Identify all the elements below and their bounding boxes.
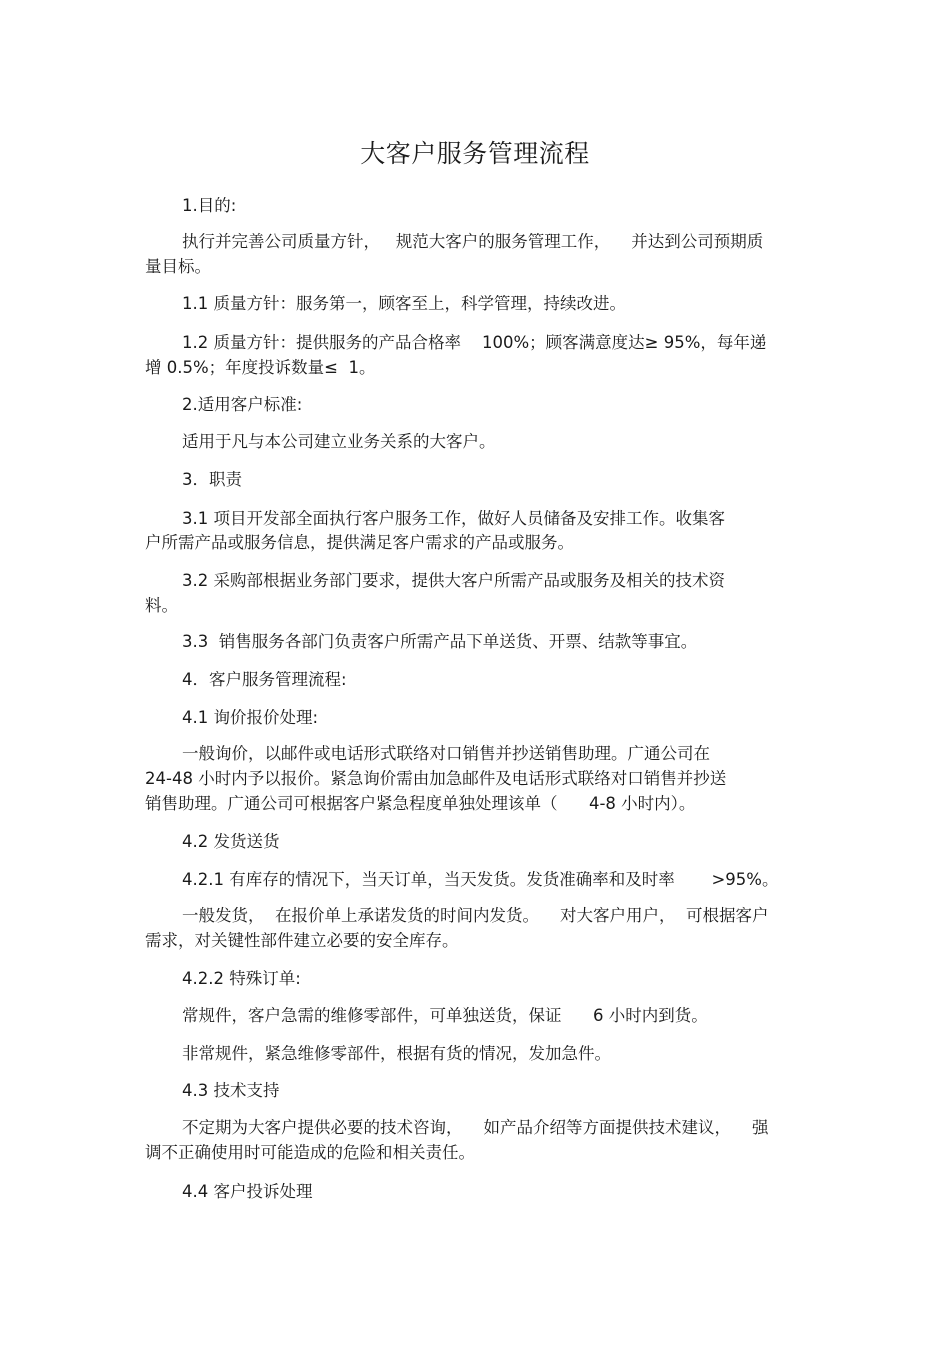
paragraph-line: 执行并完善公司质量方针， 规范大客户的服务管理工作， 并达到公司预期质 (182, 232, 764, 251)
section-heading-process: 4．客户服务管理流程: (182, 670, 347, 689)
paragraph-line: 适用于凡与本公司建立业务关系的大客户。 (182, 432, 496, 451)
paragraph-line: 3.2 采购部根据业务部门要求，提供大客户所需产品或服务及相关的技术资 (182, 571, 725, 590)
paragraph-line: 需求，对关键性部件建立必要的安全库存。 (145, 931, 459, 950)
paragraph-line: 24-48 小时内予以报价。紧急询价需由加急邮件及电话形式联络对口销售并抄送 (145, 769, 727, 788)
subsection-heading: 4.3 技术支持 (182, 1081, 280, 1100)
section-heading-duties: 3．职责 (182, 470, 242, 489)
paragraph-line: 1.1 质量方针：服务第一，顾客至上，科学管理，持续改进。 (182, 294, 626, 313)
paragraph-line: 一般发货， 在报价单上承诺发货的时间内发货。 对大客户用户， 可根据客户 (182, 906, 769, 925)
paragraph-line: 增 0.5%；年度投诉数量≤ 1。 (145, 358, 376, 377)
section-heading-purpose: 1.目的: (182, 196, 237, 215)
paragraph-line: 常规件，客户急需的维修零部件，可单独送货，保证 6 小时内到货。 (182, 1006, 708, 1025)
subsection-heading: 4.2 发货送货 (182, 832, 280, 851)
paragraph-line: 1.2 质量方针：提供服务的产品合格率 100%；顾客满意度达≥ 95%，每年递 (182, 333, 767, 352)
paragraph-line: 料。 (145, 596, 178, 615)
page-title: 大客户服务管理流程 (360, 139, 590, 168)
paragraph-line: 户所需产品或服务信息，提供满足客户需求的产品或服务。 (145, 533, 574, 552)
section-heading-standard: 2.适用客户标准: (182, 395, 303, 414)
subsection-heading: 4.4 客户投诉处理 (182, 1182, 313, 1201)
subsection-heading: 4.2.2 特殊订单: (182, 969, 301, 988)
paragraph-line: 量目标。 (145, 257, 211, 276)
paragraph-line: 一般询价，以邮件或电话形式联络对口销售并抄送销售助理。广通公司在 (182, 744, 710, 763)
paragraph-line: 销售助理。广通公司可根据客户紧急程度单独处理该单（ 4-8 小时内）。 (145, 794, 696, 813)
paragraph-line: 调不正确使用时可能造成的危险和相关责任。 (145, 1143, 475, 1162)
paragraph-line: 4.2.1 有库存的情况下，当天订单，当天发货。发货准确率和及时率 >95%。 (182, 870, 779, 889)
subsection-heading: 4.1 询价报价处理: (182, 708, 319, 727)
paragraph-line: 非常规件，紧急维修零部件，根据有货的情况，发加急件。 (182, 1044, 611, 1063)
paragraph-line: 不定期为大客户提供必要的技术咨询， 如产品介绍等方面提供技术建议， 强 (182, 1118, 769, 1137)
paragraph-line: 3.1 项目开发部全面执行客户服务工作，做好人员储备及安排工作。收集客 (182, 509, 725, 528)
paragraph-line: 3.3 销售服务各部门负责客户所需产品下单送货、开票、结款等事宜。 (182, 632, 698, 651)
